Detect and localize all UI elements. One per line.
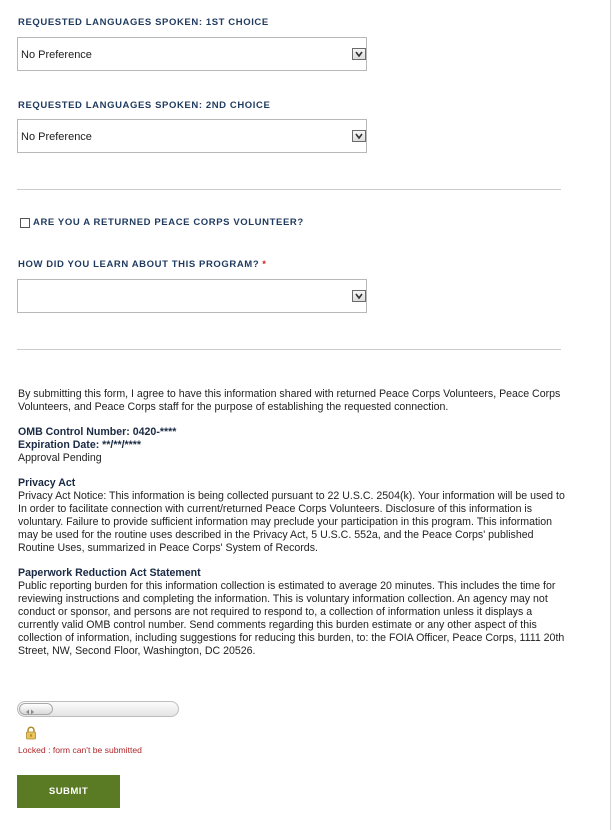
language-1-selected-value: No Preference <box>21 49 92 61</box>
submit-button[interactable]: SUBMIT <box>17 775 120 808</box>
section-divider <box>17 189 561 190</box>
learn-label-text: HOW DID YOU LEARN ABOUT THIS PROGRAM? <box>18 259 260 270</box>
chevron-down-icon[interactable] <box>352 290 366 302</box>
unlock-slider[interactable] <box>17 701 179 717</box>
language-2-selected-value: No Preference <box>21 131 92 143</box>
omb-control-number: OMB Control Number: 0420-**** <box>18 426 177 438</box>
lock-icon <box>24 726 38 740</box>
language-1-label: REQUESTED LANGUAGES SPOKEN: 1ST CHOICE <box>18 17 269 28</box>
learn-label <box>18 259 267 270</box>
required-marker: * <box>262 259 267 270</box>
privacy-act-text: Privacy Act Notice: This information is being collected pursuant to 22 U.S.C. 2504(k). Your information will be used to In order to facilitate connection with current/returned Peace Corps Volunteers. Disclosure of this information is voluntary. Failure to provide sufficient information may preclude your participation in this program. This information may be used for the routine uses described in the Privacy Act, 5 U.S.C. 552a, and the Peace Corps' published Routine Uses, summarized in Peace Corps' System of Records. <box>18 490 565 554</box>
language-2-select[interactable] <box>17 119 367 153</box>
page-edge-divider <box>610 0 611 830</box>
learn-select[interactable] <box>17 279 367 313</box>
rpcv-label[interactable]: ARE YOU A RETURNED PEACE CORPS VOLUNTEER? <box>33 217 304 228</box>
rpcv-checkbox[interactable] <box>20 218 30 228</box>
language-1-select[interactable] <box>17 37 367 71</box>
lock-status-message: Locked : form can't be submitted <box>18 745 142 755</box>
paperwork-act-title: Paperwork Reduction Act Statement <box>18 567 201 579</box>
omb-approval-status: Approval Pending <box>18 452 102 464</box>
consent-text: By submitting this form, I agree to have this information shared with returned Peace Corps Volunteers, Peace Corps Volunteers, and Peace Corps staff for the purpose of establishing the requested connection. <box>18 388 561 413</box>
chevron-down-icon[interactable] <box>352 48 366 60</box>
privacy-act-title: Privacy Act <box>18 477 76 489</box>
omb-expiration-date: Expiration Date: **/**/**** <box>18 439 142 451</box>
language-2-label: REQUESTED LANGUAGES SPOKEN: 2ND CHOICE <box>18 100 271 111</box>
section-divider <box>17 349 561 350</box>
drag-arrows-icon <box>20 707 52 717</box>
chevron-down-icon[interactable] <box>352 130 366 142</box>
paperwork-act-text: Public reporting burden for this information collection is estimated to average 20 minutes. This includes the time for reviewing instructions and completing the information. This is voluntary information collection. An agency may not conduct or sponsor, and persons are not required to respond to, a collection of information unless it displays a currently valid OMB control number. Send comments regarding this burden estimate or any other aspect of this collection of information, including suggestions for reducing this burden, to: the FOIA Officer, Peace Corps, 1111 20th Street, NW, Second Floor, Washington, DC 20526. <box>18 580 565 657</box>
slider-handle[interactable] <box>19 703 53 715</box>
